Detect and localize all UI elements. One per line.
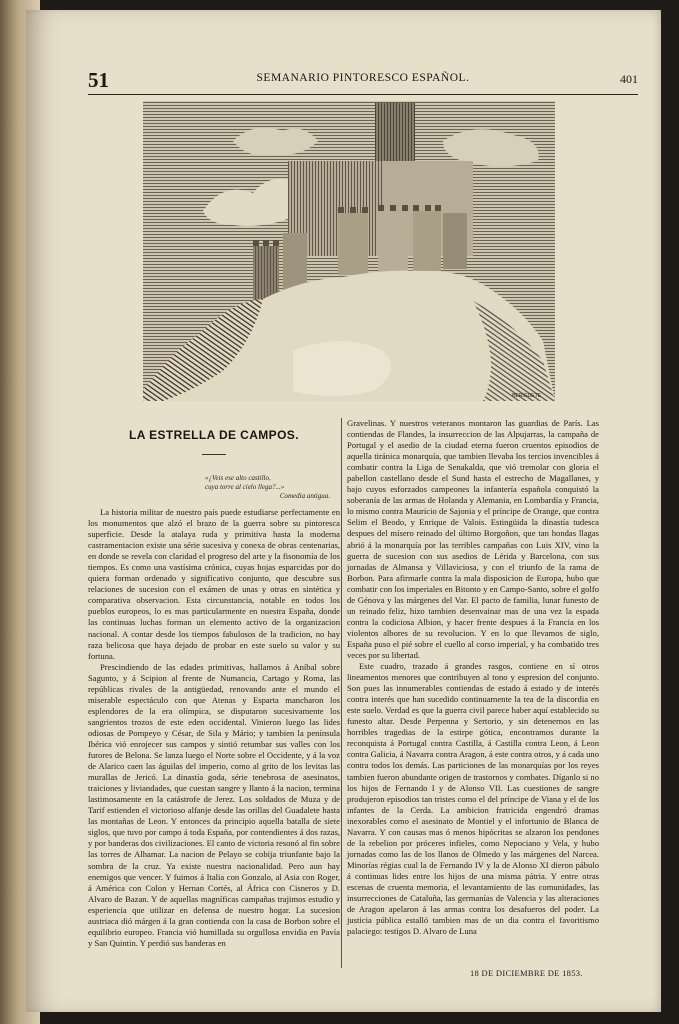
column-divider <box>341 418 342 968</box>
page-number: 51 <box>88 68 109 92</box>
journal-title: SEMANARIO PINTORESCO ESPAÑOL. <box>256 72 470 84</box>
paragraph: Gravelinas. Y nuestros veteranos montaron las guardias de París. Las contiendas de Flandes, la insurreccion de las Alpujarras, la campaña de Portugal y el asedio de la ciudad eterna fueron cruentos episodios de aquella tiránica monarquía, que tambien llevaba los tercios invencibles á combatir contra la Liga de Senakalda, que vió tremolar con gloria el pabellon castellano desde el Sund hasta el estrecho de Magallanes, y bajo cuyos esforzados campeones la infantería española conquistó la soberanía de las armas de Holanda y Alemania, en Lombardía y Francia, lo mismo contra Mauricio de Sajonia y el príncipe de Orange, que contra Selim el Beodo, y Enrique de Valois. Estingüida la dinastía tudesca despues del mísero reinado del último Borgoñon, que tan hondas llagas abrió á la monarquía por las terribles campañas con Luis XIV, vino la guerra de sucesion con sus asedios de Lérida y Barcelona, con sus jornadas de Almansa y Villaviciosa, y con el triunfo de la rama de Borbon. Para afirmarle contra la mala disposicion de Europa, hubo que combatir con los imperiales en Bitonto y en Campo-Santo, sobre el golfo de Génova y las márgenes del Var. El pacto de familia, lunar funesto de un reinado feliz, hizo tambien desenvainar mas de una vez la espada contra la codiciosa Albion, y hacer frente despues á la Francia en los violentos albores de su revolucion. Y en lo que llevamos de siglo, España puso el pié sobre el cuello al corso imperial, y ha combatido tres veces por su libertad. <box>347 418 599 660</box>
body-column-left <box>88 507 340 949</box>
article-title: LA ESTRELLA DE CAMPOS. <box>129 428 299 442</box>
engraver-signature: BERIGUETE <box>512 393 541 399</box>
castle-engraving-illustration <box>143 101 555 401</box>
body-column-right <box>347 418 599 937</box>
paragraph: Este cuadro, trazado á grandes rasgos, contiene en sí otros lineamentos menores que contribuyen al tono y espresion del conjunto. Son pues las innumerables contiendas de estado á estado y de interés contra interés que han sucedido continuamente la tea de la discordia en este suelo. Verdad es que la guerra civil parece haber aquí establecido su funesto altar. Desde Perpenna y Sertorio, y sin detenernos en las horribles tragedias de la estirpe gótica, encontramos durante la reconquista á Portugal contra Castilla, á Castilla contra Leon, á Leon contra Galicia, á Navarra contra Aragon, á este contra otros, y á cada uno contra todos los demás. Las particiones de las monarquías por los reyes tambien fueron abundante origen de trastornos y combates. Díganlo si no los hijos de Fernando I y de Alonso VII. Las cuestiones de sangre produjeron episodios tan tristes como el del príncipe de Viana y el de los infantes de la Cerda. La ambicion fratricida engendró dramas inexorables como el asesinato de Montiel y el infortunio de Blanca de Navarra. Y con causas mas ó menos hipócritas se alzaron los pendones de la rebelion por próceres infieles, como Nepociano y Vela, y hubo jornadas como las de los llanos de Olmedo y las márgenes del Narcea. Minorías régias cual la de Fernando IV y la de Alonso XI dieron pábulo á continuas lides entre los hijos de una misma pátria. Y entre otras escenas de cruenta memoria, el levantamiento de las comunidades, las insurrecciones de Cataluña, las germanías de Valencia y las alteraciones de Aragon apelaron á las armas contra los desafueros del poder. La justicia pública estalló tambien mas de un dia contra el favoritismo palaciego: testigos D. Alvaro de Luna <box>347 661 599 937</box>
article-epigraph <box>205 474 330 501</box>
epigraph-line-2: cuya torre al cielo llega?...» <box>205 483 285 491</box>
epigraph-source: Comedia antigua. <box>279 492 330 500</box>
issue-date: 18 DE DICIEMBRE DE 1853. <box>470 968 583 978</box>
folio-number: 401 <box>620 72 638 86</box>
paragraph: Prescindiendo de las edades primitivas, hallamos á Aníbal sobre Sagunto, y á Scipion al frente de Numancia, Cartago y Roma, las repúblicas rivales de la antigüedad, renovando ante el mundo el miserable espectáculo con que Atenas y Esparta mancharon los esplendores de la era olímpica, se disputaron sucesivamente los sangrientos trozos de este eden occidental. Vinieron luego las lides odiosas de Pompeyo y César, de Sila y Mário; y tambien la península Ibérica vió enrojecer sus campos y sintió retumbar sus valles con los furores de Belona. Se lanza luego el Norte sobre el Occidente, y á la voz de Alarico caen las águilas del imperio, como al grito de los levitas las murallas de Jericó. La dinastía goda, série tenebrosa de asesinatos, traiciones y liviandades, que cuestan sangre y llanto á la nacion, termina lastimosamente en la catástrofe de Jerez. Los soldados de Muza y de Tarif estienden el victorioso alfanje desde las orillas del Guadalete hasta las montañas de Leon. Y entonces da principio aquella batalla de siete siglos, que tuvo por campo á toda España, por contendientes á dos razas, y por banderas dos civilizaciones. El canto de victoria resonó al fin sobre las torres de Alhamar. La nacion de Pelayo se cobija triunfante bajo la sombra de la cruz. Ya existe nuestra nacionalidad. Pero aun hay enemigos que vencer. Y fuimos á Italia con Gonzalo, al Asia con Roger, á América con Colon y Hernan Cortés, al África con Cisneros y D. Alvaro de Bazan. Y de aquellas magníficas campañas trajimos estudio y esperiencia que utilizar en defensa de nuestro hogar. La sucesion austriaca dió márgen á la gran contienda con la casa de Borbon sobre el equilibrio europeo. Francia vió humillada su orgullosa envidia en Pavía y San Quintin. Y perdió sus banderas en <box>88 661 340 948</box>
running-header <box>88 66 638 95</box>
paragraph: La historia militar de nuestro país puede estudiarse perfectamente en los monumentos que alzó el brazo de la guerra sobre su pintoresca superficie. Desde la atalaya ruda y primitiva hasta la moderna castramentacion existe una série sucesiva y conexa de obras centenarias, en donde se revela con claridad el progreso del arte y la fisonomía de los tiempos. Es como una vastísima crónica, cuyas hojas esparcidas por do quiera forman ordenado y significativo conjunto, que descubre sus relaciones de sucesion con el exámen de unas y otras en sintética y comparativa observacion. Esta circunstancia, notable en todos los pueblos europeos, lo es mas particularmente en nuestra España, donde las continuas luchas forman un elemento activo de la organizacion nacional. A contar desde los tiempos fabulosos de la tradicion, no hay raza belicosa que haya dejado de probar en este suelo su valor y su fortuna. <box>88 507 340 661</box>
title-underline-rule <box>202 454 226 455</box>
epigraph-line-1: «¿Veis ese alto castillo, <box>205 474 271 482</box>
